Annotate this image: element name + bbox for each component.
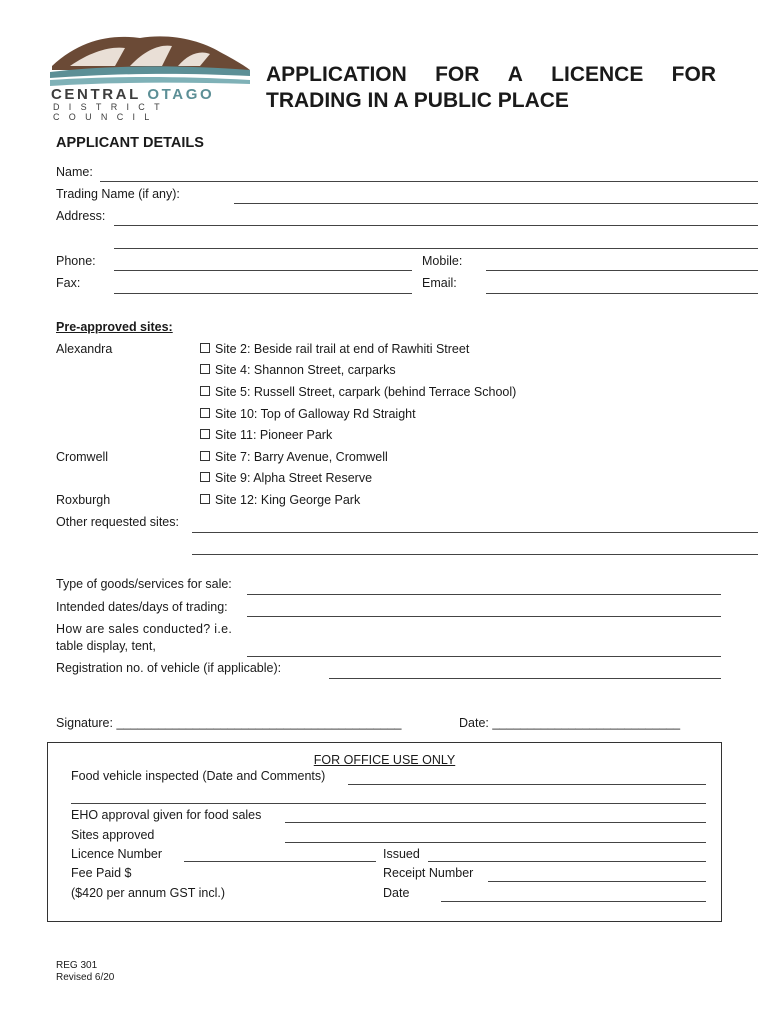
town-cromwell: Cromwell bbox=[56, 450, 109, 464]
site-option[interactable] bbox=[200, 407, 416, 421]
fax-field[interactable] bbox=[114, 293, 412, 294]
site-label: Site 12: King George Park bbox=[215, 493, 361, 507]
receipt-number-label: Receipt Number bbox=[383, 866, 474, 880]
logo-word-central: CENTRAL bbox=[51, 86, 141, 103]
address-field-1[interactable] bbox=[114, 225, 758, 226]
phone-field[interactable] bbox=[114, 270, 412, 271]
site-option[interactable] bbox=[200, 450, 388, 464]
other-sites-label: Other requested sites: bbox=[56, 515, 179, 529]
office-use-box bbox=[47, 742, 722, 922]
conducted-label-2: table display, tent, bbox=[56, 639, 156, 653]
site-label: Site 9: Alpha Street Reserve bbox=[215, 471, 373, 485]
checkbox-icon[interactable] bbox=[200, 408, 210, 418]
licence-number-field[interactable] bbox=[184, 861, 376, 862]
sites-approved-field[interactable] bbox=[285, 842, 706, 843]
checkbox-icon[interactable] bbox=[200, 494, 210, 504]
form-title bbox=[266, 62, 716, 114]
form-code: REG 301 bbox=[56, 960, 98, 971]
checkbox-icon[interactable] bbox=[200, 472, 210, 482]
site-option[interactable] bbox=[200, 493, 360, 507]
licence-number-label: Licence Number bbox=[71, 847, 163, 861]
address-label: Address: bbox=[56, 209, 106, 223]
title-word: APPLICATION bbox=[266, 63, 407, 86]
address-field-2[interactable] bbox=[114, 248, 758, 249]
council-logo bbox=[50, 30, 255, 120]
issued-field[interactable] bbox=[428, 861, 706, 862]
form-revision: Revised 6/20 bbox=[56, 972, 115, 983]
site-option[interactable] bbox=[200, 385, 516, 399]
registration-label: Registration no. of vehicle (if applicable): bbox=[56, 661, 282, 675]
issued-label: Issued bbox=[383, 847, 420, 861]
logo-wordmark bbox=[51, 86, 214, 103]
sites-approved-label: Sites approved bbox=[71, 828, 155, 842]
site-option[interactable] bbox=[200, 342, 469, 356]
food-vehicle-field-2[interactable] bbox=[71, 803, 706, 804]
title-word: A bbox=[507, 63, 523, 86]
conducted-label-1: How are sales conducted? i.e. bbox=[56, 622, 233, 636]
site-label: Site 4: Shannon Street, carparks bbox=[215, 363, 396, 377]
other-sites-field-2[interactable] bbox=[192, 554, 758, 555]
fee-note: ($420 per annum GST incl.) bbox=[71, 886, 226, 900]
site-label: Site 2: Beside rail trail at end of Rawhiti Street bbox=[215, 342, 470, 356]
town-roxburgh: Roxburgh bbox=[56, 493, 111, 507]
fee-paid-label: Fee Paid $ bbox=[71, 866, 132, 880]
signature-field[interactable]: Signature: _________________________________________ bbox=[56, 716, 402, 730]
dates-label: Intended dates/days of trading: bbox=[56, 600, 228, 614]
title-word: FOR bbox=[671, 63, 716, 86]
eho-label: EHO approval given for food sales bbox=[71, 808, 262, 822]
eho-field[interactable] bbox=[285, 822, 706, 823]
town-alexandra: Alexandra bbox=[56, 342, 113, 356]
conducted-field[interactable] bbox=[247, 656, 721, 657]
logo-word-otago: OTAGO bbox=[147, 86, 215, 103]
checkbox-icon[interactable] bbox=[200, 429, 210, 439]
mobile-field[interactable] bbox=[486, 270, 758, 271]
date-field[interactable]: Date: ___________________________ bbox=[459, 716, 681, 730]
name-field[interactable] bbox=[100, 181, 758, 182]
dates-field[interactable] bbox=[247, 616, 721, 617]
goods-field[interactable] bbox=[247, 594, 721, 595]
checkbox-icon[interactable] bbox=[200, 386, 210, 396]
section-heading-applicant: APPLICANT DETAILS bbox=[56, 135, 204, 151]
title-line-2: TRADING IN A PUBLIC PLACE bbox=[266, 89, 569, 112]
site-label: Site 10: Top of Galloway Rd Straight bbox=[215, 407, 416, 421]
email-label: Email: bbox=[422, 276, 457, 290]
mountain-logo-icon bbox=[50, 30, 252, 88]
checkbox-icon[interactable] bbox=[200, 451, 210, 461]
office-use-heading: FOR OFFICE USE ONLY bbox=[313, 753, 456, 767]
site-label: Site 5: Russell Street, carpark (behind Terrace School) bbox=[215, 385, 517, 399]
receipt-number-field[interactable] bbox=[488, 881, 706, 882]
office-date-field[interactable] bbox=[441, 901, 706, 902]
email-field[interactable] bbox=[486, 293, 758, 294]
registration-field[interactable] bbox=[329, 678, 721, 679]
name-label: Name: bbox=[56, 165, 93, 179]
title-word: FOR bbox=[435, 63, 480, 86]
goods-label: Type of goods/services for sale: bbox=[56, 577, 232, 591]
title-line-1 bbox=[266, 62, 716, 88]
site-label: Site 7: Barry Avenue, Cromwell bbox=[215, 450, 388, 464]
site-option[interactable] bbox=[200, 428, 332, 442]
office-date-label: Date bbox=[383, 886, 410, 900]
food-vehicle-field-1[interactable] bbox=[348, 784, 706, 785]
fax-label: Fax: bbox=[56, 276, 81, 290]
title-word: LICENCE bbox=[551, 63, 644, 86]
food-vehicle-label: Food vehicle inspected (Date and Comments) bbox=[71, 769, 326, 783]
trading-name-label: Trading Name (if any): bbox=[56, 187, 180, 201]
pre-approved-sites-heading: Pre-approved sites: bbox=[56, 320, 173, 334]
site-option[interactable] bbox=[200, 471, 372, 485]
logo-subtitle: DISTRICT COUNCIL bbox=[53, 102, 169, 122]
site-label: Site 11: Pioneer Park bbox=[215, 428, 333, 442]
phone-label: Phone: bbox=[56, 254, 96, 268]
form-footer bbox=[56, 960, 114, 984]
checkbox-icon[interactable] bbox=[200, 364, 210, 374]
trading-name-field[interactable] bbox=[234, 203, 758, 204]
mobile-label: Mobile: bbox=[422, 254, 463, 268]
site-option[interactable] bbox=[200, 363, 396, 377]
other-sites-field-1[interactable] bbox=[192, 532, 758, 533]
checkbox-icon[interactable] bbox=[200, 343, 210, 353]
